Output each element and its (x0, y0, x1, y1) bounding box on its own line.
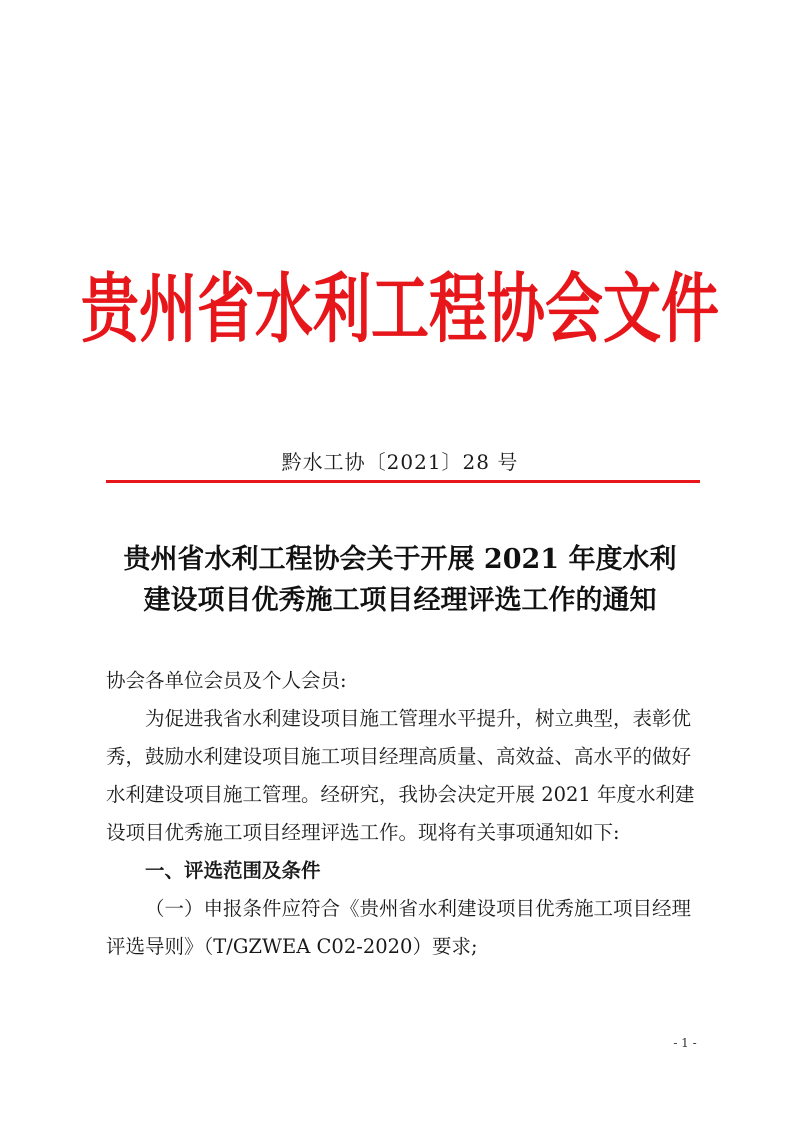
page-number: - 1 - (673, 1036, 697, 1050)
notice-title-line-2: 建设项目优秀施工项目经理评选工作的通知 (143, 585, 657, 616)
section-heading: 一、评选范围及条件 (145, 859, 321, 882)
condition-item: （一）申报条件应符合《贵州省水利建设项目优秀施工项目经理评选导则》（T/GZWEA C02-2020）要求; (106, 897, 692, 958)
intro-paragraph: 为促进我省水利建设项目施工管理水平提升，树立典型，表彰优秀，鼓励水利建设项目施工项目经理高质量、高效益、高水平的做好水利建设项目施工管理。经研究，我协会决定开展 2021 年度水利建设项目优秀施工项目经理评选工作。现将有关事项通知如下: (106, 707, 695, 844)
notice-title (100, 539, 700, 621)
notice-body (106, 662, 700, 966)
document-masthead: 贵州省水利工程协会文件 (80, 264, 719, 354)
salutation: 协会各单位会员及个人会员: (106, 669, 347, 692)
notice-title-line-1: 贵州省水利工程协会关于开展 2021 年度水利 (123, 544, 677, 575)
document-number: 黔水工协〔2021〕28 号 (281, 450, 519, 474)
red-divider-rule (106, 480, 700, 483)
